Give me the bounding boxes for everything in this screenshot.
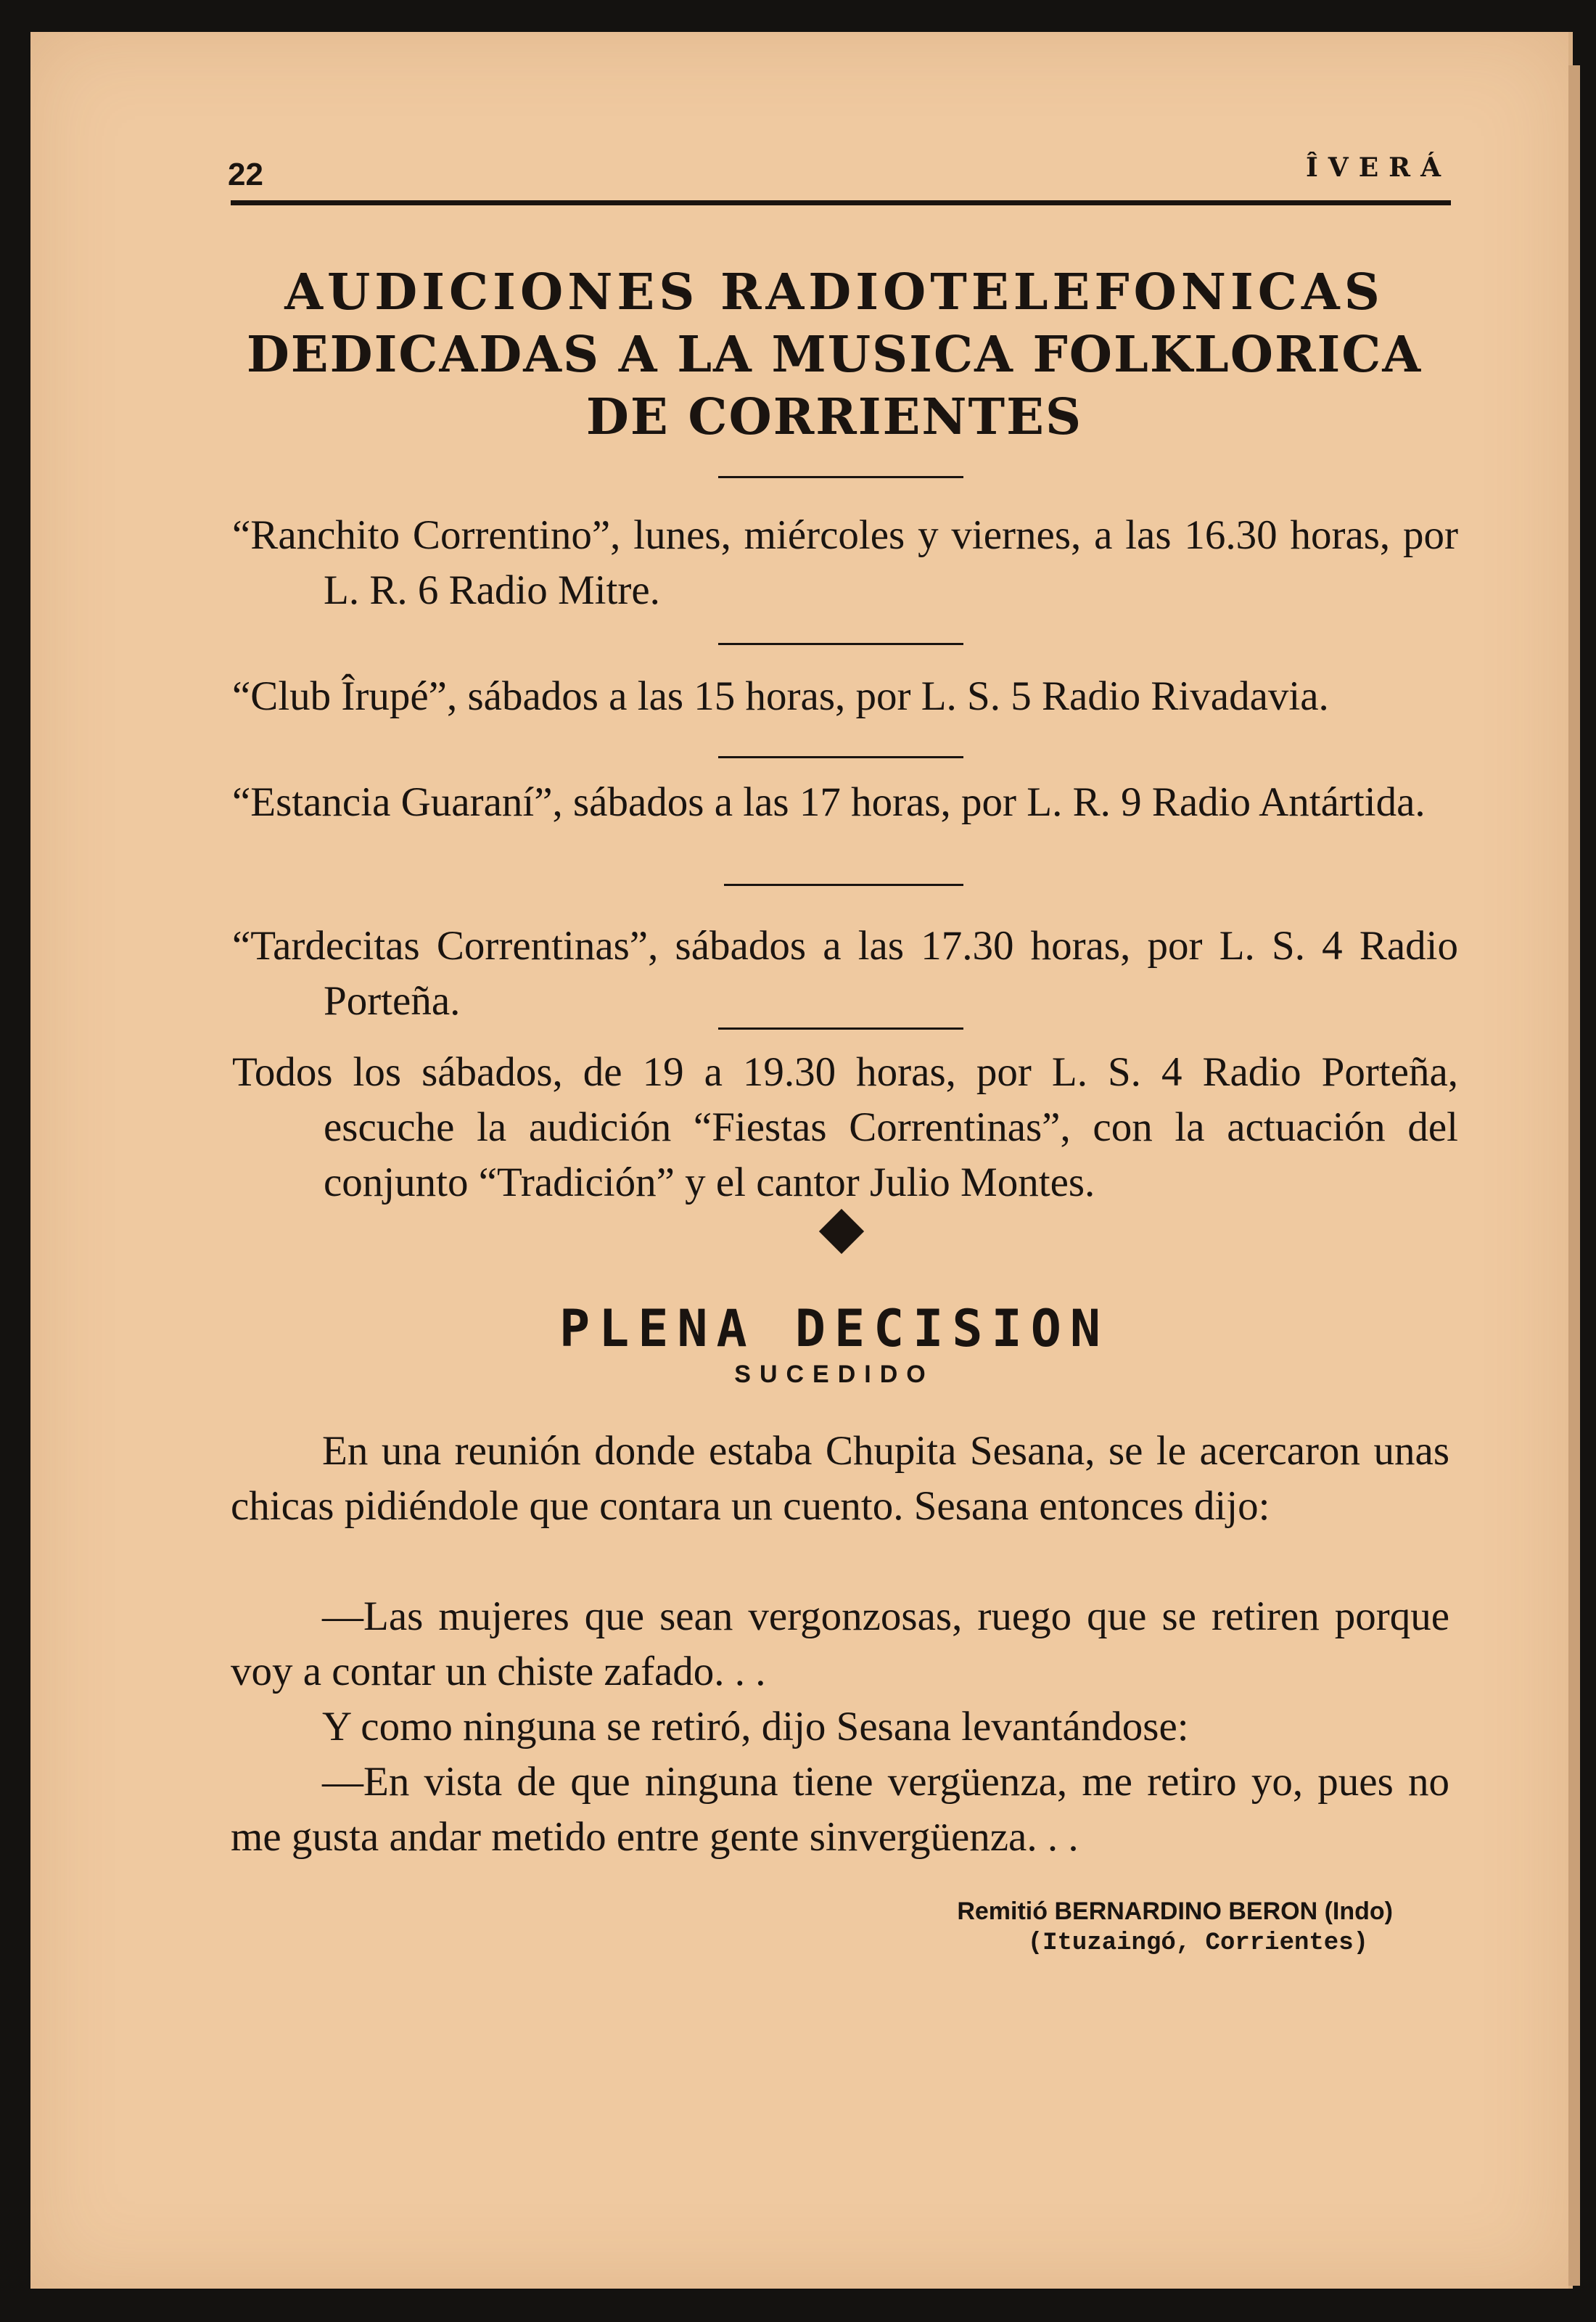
radio-entry [232,775,1458,830]
header-rule [231,200,1451,205]
title-line: DE CORRIENTES [585,388,1083,446]
separator-rule [718,643,963,645]
radio-entry [232,508,1458,618]
credit-location: (Ituzaingó, Corrientes) [1027,1929,1368,1957]
radio-entry-text: “Ranchito Correntino”, lunes, miércoles y viernes, a las 16.30 horas, por L. R. 6 Radio Mitre. [232,512,1458,613]
section-title-radio [218,261,1451,448]
radio-entry-text: “Tardecitas Correntinas”, sábados a las 17.30 horas, por L. S. 4 Radio Porteña. [232,923,1458,1024]
title-line: AUDICIONES RADIOTELEFONICAS [284,263,1384,321]
radio-entry-text: “Estancia Guaraní”, sábados a las 17 horas, por L. R. 9 Radio Antártida. [232,779,1426,825]
page-number: 22 [228,157,263,192]
section-subtitle: SUCEDIDO [734,1361,934,1388]
separator-rule [718,756,963,758]
separator-rule [718,476,963,478]
magazine-title: ÎVERÁ [1305,152,1451,183]
radio-entry [232,669,1458,724]
credit-author: Remitió BERNARDINO BERON (Indo) [957,1898,1393,1925]
radio-entry [232,919,1458,1029]
story-paragraph: Y como ninguna se retiró, dijo Sesana levantándose: [322,1704,1189,1749]
section-title-story: PLENA DECISION [559,1299,1109,1358]
radio-entry-text: Todos los sábados, de 19 a 19.30 horas, por L. S. 4 Radio Porteña, escuche la audición “Fiestas Correntinas”, con la actuación del conjunto “Tradición” y el cantor Julio Montes. [232,1049,1458,1205]
running-header [197,142,1451,215]
page-edge [1568,65,1580,2286]
radio-entry-text: “Club Îrupé”, sábados a las 15 horas, por L. S. 5 Radio Rivadavia. [232,673,1329,719]
separator-rule [724,884,963,886]
story-paragraph: En una reunión donde estaba Chupita Sesana, se le acercaron unas chicas pidiéndole que contara un cuento. Sesana entonces dijo: [231,1428,1449,1529]
story-credit [798,1895,1393,1959]
separator-rule [718,1027,963,1030]
radio-entry [232,1045,1458,1210]
story-paragraph: —Las mujeres que sean vergonzosas, ruego que se retiren porque voy a contar un chiste zafado. . . [231,1593,1449,1694]
story-paragraph: —En vista de que ninguna tiene vergüenza, me retiro yo, pues no me gusta andar metido entre gente sinvergüenza. . . [231,1759,1449,1860]
title-line: DEDICADAS A LA MUSICA FOLKLORICA [246,326,1423,384]
